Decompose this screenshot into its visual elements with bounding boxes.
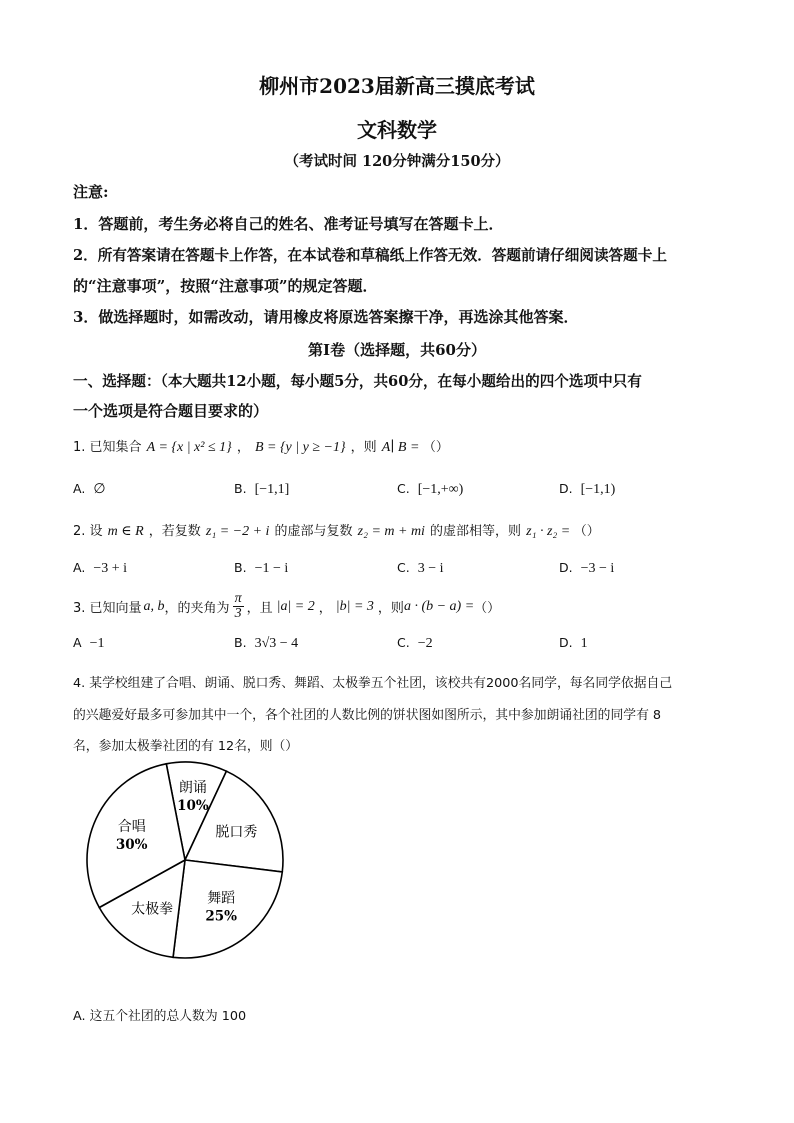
q3-text-1: ，的夹角为 bbox=[164, 601, 230, 616]
q4-option-a: A. 这五个社团的总人数为 100 bbox=[73, 1009, 247, 1024]
q1-set-b: B = {y | y ≥ −1} bbox=[254, 440, 346, 455]
notice-heading: 注意: bbox=[73, 183, 109, 201]
q3-option-d: D. 1 bbox=[559, 635, 588, 651]
q1-suffix: ，则 bbox=[350, 440, 377, 455]
q3-condition-b: |b| = 3 bbox=[335, 598, 374, 614]
q4-line-3: 名，参加太极拳社团的有 12名，则（） bbox=[73, 739, 299, 754]
question-3 bbox=[73, 592, 500, 621]
section-instruction-line1: 一、选择题：（本大题共12小题，每小题5分，共60分，在每小题给出的四个选项中只有 bbox=[73, 373, 642, 390]
notice-item-1: 1．答题前，考生务必将自己的姓名、准考证号填写在答题卡上． bbox=[73, 215, 504, 233]
question-1 bbox=[73, 436, 449, 456]
pie-value-label-4: 30% bbox=[115, 837, 148, 854]
q2-text-2: 的虚部与复数 bbox=[274, 524, 353, 539]
pie-label-2: 舞蹈 bbox=[207, 890, 236, 907]
q2-text-1: ，若复数 bbox=[148, 524, 201, 539]
q1-option-b: B. [−1,1] bbox=[234, 481, 290, 497]
q3-angle-numerator: π bbox=[234, 591, 242, 606]
q1-option-c: C. [−1,+∞) bbox=[397, 481, 464, 497]
q1-option-a: A. ∅ bbox=[73, 481, 106, 497]
q3-option-a: A −1 bbox=[73, 635, 105, 651]
q3-angle-denominator: 3 bbox=[234, 606, 242, 621]
section-instruction-line2: 一个选项是符合题目要求的） bbox=[73, 402, 269, 420]
q1-option-d: D. [−1,1) bbox=[559, 481, 616, 497]
q2-option-a: A. −3 + i bbox=[73, 560, 127, 576]
q1-prefix: 1. 已知集合 bbox=[73, 440, 142, 455]
q4-line-1: 4. 某学校组建了合唱、朗诵、脱口秀、舞蹈、太极拳五个社团，该校共有2000名同学，每名同学依据自己 bbox=[73, 676, 673, 691]
q3-text-3: ，则 bbox=[377, 601, 404, 616]
exam-title: 柳州市2023届新高三摸底考试 bbox=[259, 74, 535, 98]
notice-item-3: 3．做选择题时，如需改动，请用橡皮将原选答案擦干净，再选涂其他答案． bbox=[73, 308, 579, 326]
pie-value-label-0: 10% bbox=[177, 797, 209, 814]
q3-angle-fraction bbox=[233, 592, 244, 621]
q1-sep: ， bbox=[236, 440, 250, 455]
pie-label-3: 太极拳 bbox=[131, 901, 174, 918]
q4-line-2: 的兴趣爱好最多可参加其中一个，各个社团的人数比例的饼状图如图所示，其中参加朗诵社团的同学有 8 bbox=[73, 708, 662, 723]
q3-text-2: ，且 bbox=[246, 601, 273, 616]
q3-paren: （） bbox=[474, 601, 501, 616]
exam-time-info: （考试时间 120分钟满分150分） bbox=[284, 153, 510, 170]
notice-item-2-line1: 2．所有答案请在答题卡上作答，在本试卷和草稿纸上作答无效．答题前请仔细阅读答题卡上 bbox=[73, 247, 667, 264]
q2-z2: z₂ = m + mi bbox=[357, 524, 425, 539]
q2-option-c: C. 3 − i bbox=[397, 560, 444, 576]
question-2 bbox=[73, 520, 600, 540]
q3-option-b: B. 3√3 − 4 bbox=[234, 635, 299, 651]
q2-paren: （） bbox=[573, 524, 600, 539]
q1-paren: （） bbox=[422, 440, 449, 455]
pie-label-4: 合唱 bbox=[117, 819, 146, 836]
q3-option-c: C. −2 bbox=[397, 635, 433, 651]
q1-set-a: A = {x | x² ≤ 1} bbox=[146, 440, 232, 455]
club-pie-chart bbox=[75, 753, 295, 973]
q3-comma: ， bbox=[318, 601, 332, 616]
notice-item-2-line2: 的“注意事项”，按照“注意事项”的规定答题． bbox=[73, 277, 378, 295]
q3-expression: a · (b − a) = bbox=[403, 598, 475, 614]
q2-text-3: 的虚部相等，则 bbox=[430, 524, 522, 539]
q2-option-b: B. −1 − i bbox=[234, 560, 289, 576]
q2-condition: m ∈ R bbox=[107, 524, 144, 539]
q2-prefix: 2. 设 bbox=[73, 524, 103, 539]
pie-label-0: 朗诵 bbox=[178, 779, 207, 796]
pie-label-1: 脱口秀 bbox=[215, 824, 258, 841]
q3-vectors: a, b bbox=[143, 598, 165, 614]
q3-condition-a: |a| = 2 bbox=[276, 598, 315, 614]
exam-subject: 文科数学 bbox=[357, 118, 437, 142]
q2-option-d: D. −3 − i bbox=[559, 560, 615, 576]
q2-expression: z₁ · z₂ = bbox=[526, 524, 574, 539]
q2-z1: z₁ = −2 + i bbox=[205, 524, 270, 539]
part1-title: 第Ⅰ卷（选择题，共60分） bbox=[308, 341, 486, 359]
pie-value-label-2: 25% bbox=[205, 908, 238, 925]
q3-prefix: 3. 已知向量 bbox=[73, 601, 142, 616]
q1-expression: A∣ B = bbox=[381, 440, 423, 455]
